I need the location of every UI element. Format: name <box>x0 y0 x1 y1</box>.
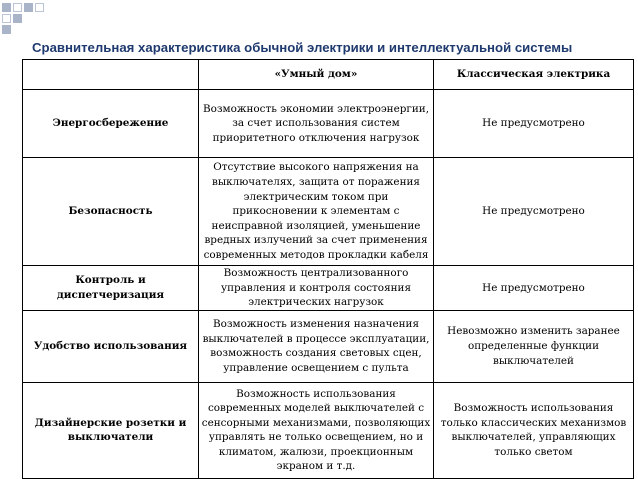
header-cell-classic: Классическая электрика <box>434 60 634 90</box>
row-smart-value: Возможность экономии электроэнергии, за счет использования систем приоритетного отключения нагрузок <box>199 90 434 158</box>
row-smart-value: Возможность изменения назначения выключателей в процессе эксплуатации, возможность создания световых сцен, управление освещением с пульта <box>199 310 434 382</box>
table-row <box>23 158 634 266</box>
decor-square <box>2 25 11 34</box>
decor-square <box>13 3 22 12</box>
decor-square <box>35 3 44 12</box>
table-row <box>23 310 634 382</box>
row-classic-value: Не предусмотрено <box>434 90 634 158</box>
table-row <box>23 266 634 311</box>
row-category: Удобство использования <box>23 310 199 382</box>
page-title: Сравнительная характеристика обычной электрики и интеллектуальной системы <box>32 40 573 55</box>
row-smart-value: Возможность использования современных моделей выключателей с сенсорными механизмами, позволяющих управлять не только освещением, но и климатом, жалюзи, проекционным экраном и т.д. <box>199 382 434 478</box>
decor-square <box>2 3 11 12</box>
row-classic-value: Не предусмотрено <box>434 266 634 311</box>
row-classic-value: Не предусмотрено <box>434 158 634 266</box>
decor-square <box>13 14 22 23</box>
row-category: Контроль и диспетчеризация <box>23 266 199 311</box>
comparison-table <box>22 59 634 479</box>
header-cell-empty <box>23 60 199 90</box>
row-category: Энергосбережение <box>23 90 199 158</box>
row-smart-value: Возможность централизованного управления и контроля состояния электрических нагрузок <box>199 266 434 311</box>
header-cell-smart-home: «Умный дом» <box>199 60 434 90</box>
table-row <box>23 382 634 478</box>
row-smart-value: Отсутствие высокого напряжения на выключателях, защита от поражения электрическим током при прикосновении к элементам с неисправной изоляцией, уменьшение вредных излучений за счет применения современных методов прокладки кабеля <box>199 158 434 266</box>
header-row <box>23 60 634 90</box>
table-row <box>23 90 634 158</box>
row-classic-value: Возможность использования только классических механизмов выключателей, управляющих только светом <box>434 382 634 478</box>
row-classic-value: Невозможно изменить заранее определенные функции выключателей <box>434 310 634 382</box>
decor-square <box>24 3 33 12</box>
row-category: Безопасность <box>23 158 199 266</box>
row-category: Дизайнерские розетки и выключатели <box>23 382 199 478</box>
decor-square <box>2 14 11 23</box>
